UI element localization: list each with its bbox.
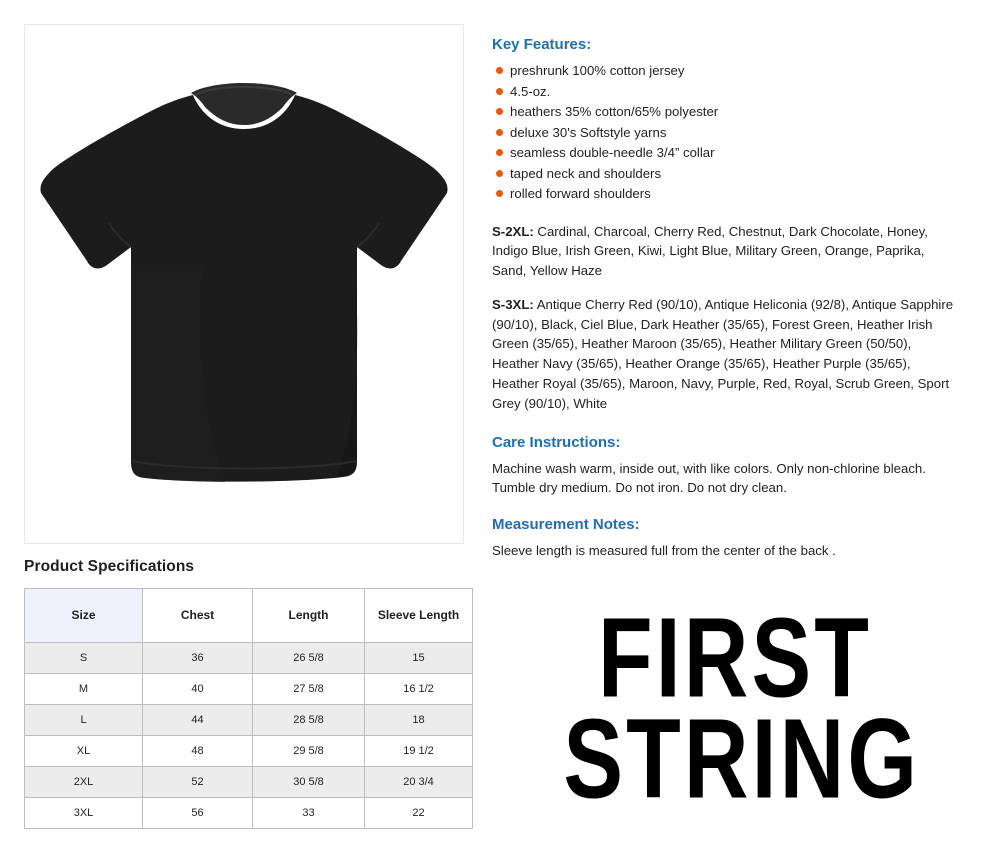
list-item [492, 184, 956, 204]
colors-s3xl [492, 295, 956, 414]
feature-text: deluxe 30's Softstyle yarns [510, 124, 667, 140]
col-header-chest: Chest [143, 589, 253, 643]
list-item [492, 143, 956, 163]
colors-s3xl-label: S-3XL: [492, 296, 534, 312]
spec-title: Product Specifications [24, 558, 195, 575]
col-header-sleeve-length: Sleeve Length [365, 589, 473, 643]
bullet-icon [496, 129, 503, 136]
cell-chest: 36 [143, 643, 253, 674]
col-header-size: Size [25, 589, 143, 643]
measurement-notes-block [492, 516, 956, 561]
care-instructions-text: Machine wash warm, inside out, with like colors. Only non-chlorine bleach. Tumble dry medium. Do not iron. Do not dry clean. [492, 460, 926, 496]
list-item [492, 82, 956, 102]
cell-length: 30 5/8 [253, 767, 365, 798]
cell-length: 33 [253, 798, 365, 829]
care-instructions-heading: Care Instructions: [492, 433, 621, 451]
cell-size: 3XL [25, 798, 143, 829]
bullet-icon [496, 88, 503, 95]
bullet-icon [496, 108, 503, 115]
bullet-icon [496, 170, 503, 177]
col-header-length: Length [253, 589, 365, 643]
cell-chest: 44 [143, 705, 253, 736]
list-item [492, 102, 956, 122]
cell-chest: 52 [143, 767, 253, 798]
logo-line-2: STRING [563, 695, 921, 823]
t-shirt-svg [25, 25, 464, 544]
bullet-icon [496, 190, 503, 197]
cell-sleeve: 18 [365, 705, 473, 736]
cell-sleeve: 20 3/4 [365, 767, 473, 798]
measurement-notes-heading: Measurement Notes: [492, 516, 640, 534]
colors-s2xl-text: Cardinal, Charcoal, Cherry Red, Chestnut, Dark Chocolate, Honey, Indigo Blue, Irish Green, Kiwi, Light Blue, Military Green, Orange, Paprika, Sand, Yellow Haze [492, 223, 928, 279]
table-row [25, 643, 473, 674]
feature-text: rolled forward shoulders [510, 186, 651, 201]
key-features-list [492, 61, 956, 204]
feature-text: 4.5-oz. [510, 83, 551, 99]
feature-text: seamless double-needle 3/4” collar [510, 145, 715, 160]
cell-chest: 40 [143, 674, 253, 705]
cell-sleeve: 15 [365, 643, 473, 674]
cell-length: 27 5/8 [253, 674, 365, 705]
measurement-notes-text: Sleeve length is measured full from the center of the back . [492, 543, 836, 559]
list-item [492, 164, 956, 184]
logo-line-1: FIRST [598, 594, 872, 722]
cell-size: S [25, 643, 143, 674]
spec-table-body [25, 643, 473, 829]
cell-size: 2XL [25, 767, 143, 798]
spec-table-head [25, 589, 473, 643]
spec-table [24, 588, 473, 829]
cell-chest: 48 [143, 736, 253, 767]
colors-s2xl-label: S-2XL: [492, 223, 534, 239]
feature-text: preshrunk 100% cotton jersey [510, 63, 685, 78]
bullet-icon [496, 67, 503, 74]
table-row [25, 736, 473, 767]
list-item [492, 123, 956, 143]
cell-sleeve: 19 1/2 [365, 736, 473, 767]
cell-length: 28 5/8 [253, 705, 365, 736]
cell-length: 29 5/8 [253, 736, 365, 767]
cell-size: L [25, 705, 143, 736]
cell-sleeve: 16 1/2 [365, 674, 473, 705]
product-image-frame [24, 24, 464, 544]
feature-text: taped neck and shoulders [510, 165, 662, 181]
feature-text: heathers 35% cotton/65% polyester [510, 104, 719, 119]
colors-s2xl [492, 222, 956, 281]
cell-size: XL [25, 736, 143, 767]
table-row [25, 798, 473, 829]
care-instructions-block [492, 434, 956, 499]
colors-s3xl-text: Antique Cherry Red (90/10), Antique Heliconia (92/8), Antique Sapphire (90/10), Black, Ciel Blue, Dark Heather (35/65), Forest Green, Heather Irish Green (35/65), Heather Maroon (35/65), Heather Military Green (50/50), Heather Navy (35/65), Heather Orange (35/65), Heather Purple (35/65), Heather Royal (35/65), Maroon, Navy, Purple, Red, Royal, Scrub Green, Sport Grey (90/10), White [492, 296, 954, 411]
cell-size: M [25, 674, 143, 705]
cell-chest: 56 [143, 798, 253, 829]
table-header-row [25, 589, 473, 643]
brand-logo [563, 594, 921, 823]
table-row [25, 674, 473, 705]
cell-length: 26 5/8 [253, 643, 365, 674]
list-item [492, 61, 956, 81]
left-column [24, 24, 476, 829]
bullet-icon [496, 149, 503, 156]
key-features-heading: Key Features: [492, 36, 592, 53]
t-shirt-image [25, 25, 464, 544]
cell-sleeve: 22 [365, 798, 473, 829]
table-row [25, 767, 473, 798]
table-row [25, 705, 473, 736]
right-column [492, 36, 956, 561]
